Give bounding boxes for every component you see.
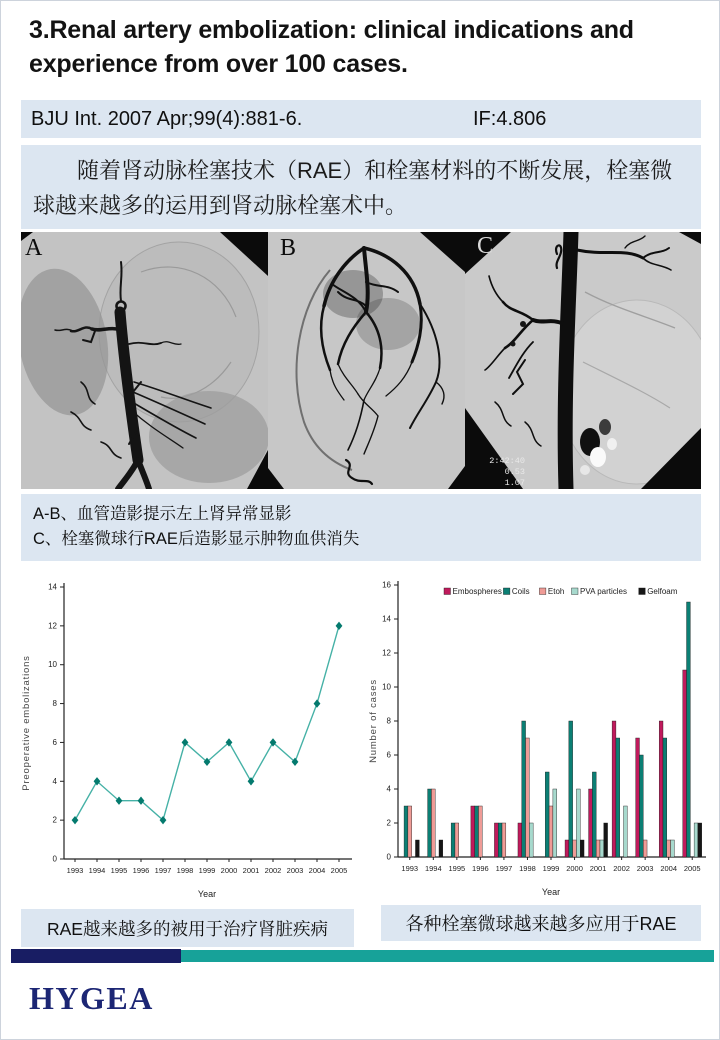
svg-text:2005: 2005	[330, 866, 348, 875]
svg-text:2001: 2001	[242, 866, 260, 875]
svg-text:2: 2	[52, 815, 57, 825]
svg-text:1997: 1997	[495, 864, 513, 873]
svg-text:Year: Year	[541, 887, 561, 897]
overlay-line: 0.53	[504, 467, 525, 478]
svg-text:2004: 2004	[308, 866, 326, 875]
svg-text:2: 2	[386, 818, 391, 828]
angiogram-timestamp-overlay	[469, 456, 525, 489]
page-title: 3.Renal artery embolization: clinical indications and experience from over 100 cases.	[29, 16, 634, 78]
svg-text:Year: Year	[197, 889, 217, 899]
svg-text:2005: 2005	[683, 864, 701, 873]
svg-text:Gelfoam: Gelfoam	[647, 587, 678, 596]
svg-text:0: 0	[52, 854, 57, 864]
svg-text:1997: 1997	[154, 866, 172, 875]
overlay-line: 1.07	[504, 478, 525, 489]
svg-text:16: 16	[382, 580, 391, 590]
bar-chart-caption: 各种栓塞微球越来越多应用于RAE	[381, 905, 701, 941]
abstract-box	[21, 145, 701, 229]
line-chart-caption: RAE越来越多的被用于治疗肾脏疾病	[21, 909, 354, 947]
hygea-logo: HYGEA	[29, 980, 154, 1016]
angiogram-panel-a	[21, 232, 268, 489]
svg-text:1998: 1998	[519, 864, 536, 873]
svg-text:4: 4	[386, 784, 391, 794]
svg-text:8: 8	[386, 716, 391, 726]
citation-reference: BJU Int. 2007 Apr;99(4):881-6.	[31, 107, 303, 130]
svg-text:2003: 2003	[636, 864, 654, 873]
svg-text:14: 14	[382, 614, 391, 624]
svg-text:14: 14	[48, 582, 57, 592]
svg-text:1998: 1998	[176, 866, 194, 875]
svg-text:1999: 1999	[198, 866, 216, 875]
svg-text:1994: 1994	[424, 864, 442, 873]
angiogram-a-image	[21, 232, 268, 489]
line-chart	[16, 573, 356, 911]
svg-text:1996: 1996	[472, 864, 489, 873]
svg-text:PVA particles: PVA particles	[580, 587, 627, 596]
svg-text:1994: 1994	[88, 866, 106, 875]
svg-text:Etoh: Etoh	[547, 587, 565, 596]
line-chart-svg	[16, 573, 356, 906]
panel-label-a: A	[25, 235, 43, 261]
svg-text:10: 10	[382, 682, 391, 692]
svg-text:10: 10	[48, 660, 57, 670]
svg-text:8: 8	[52, 699, 57, 709]
svg-text:2002: 2002	[264, 866, 282, 875]
svg-text:0: 0	[386, 852, 391, 862]
figure-caption-line-2: C、栓塞微球行RAE后造影显示肿物血供消失	[33, 529, 360, 548]
svg-text:2002: 2002	[613, 864, 630, 873]
angiogram-b-image	[268, 232, 465, 489]
footer-accent-teal	[181, 950, 714, 962]
bar-chart-svg	[364, 571, 709, 904]
overlay-line: 2:42:40	[489, 456, 525, 466]
svg-text:Coils: Coils	[511, 587, 530, 596]
footer-accent-navy	[11, 949, 181, 963]
svg-text:2000: 2000	[220, 866, 238, 875]
angiogram-panel-b	[268, 232, 465, 489]
bar-chart	[364, 571, 709, 909]
svg-text:1995: 1995	[110, 866, 128, 875]
svg-text:Embospheres: Embospheres	[452, 587, 502, 596]
svg-text:2004: 2004	[660, 864, 678, 873]
svg-text:6: 6	[386, 750, 391, 760]
svg-text:1993: 1993	[66, 866, 84, 875]
figure-caption-box	[21, 494, 701, 561]
svg-text:1995: 1995	[448, 864, 466, 873]
svg-text:Preoperative embolizations: Preoperative embolizations	[21, 655, 32, 791]
svg-text:4: 4	[52, 776, 57, 786]
panel-label-b: B	[280, 235, 297, 261]
svg-text:Number of cases: Number of cases	[368, 679, 379, 763]
svg-text:1999: 1999	[542, 864, 560, 873]
svg-text:12: 12	[48, 621, 57, 631]
angiogram-figure-row	[21, 232, 701, 489]
svg-text:1996: 1996	[132, 866, 150, 875]
citation-bar	[21, 100, 701, 138]
svg-text:1993: 1993	[401, 864, 419, 873]
angiogram-c-image	[465, 232, 701, 489]
svg-text:2001: 2001	[589, 864, 607, 873]
impact-factor: IF:4.806	[473, 107, 547, 130]
figure-caption-line-1: A-B、血管造影提示左上肾异常显影	[33, 505, 292, 523]
panel-label-c: C	[477, 233, 494, 259]
angiogram-panel-c	[465, 232, 701, 489]
abstract-text: 随着肾动脉栓塞技术（RAE）和栓塞材料的不断发展，栓塞微球越来越多的运用到肾动脉栓塞术中。	[33, 158, 673, 219]
svg-text:2000: 2000	[566, 864, 583, 873]
svg-text:6: 6	[52, 737, 57, 747]
svg-text:12: 12	[382, 648, 391, 658]
svg-text:2003: 2003	[286, 866, 304, 875]
